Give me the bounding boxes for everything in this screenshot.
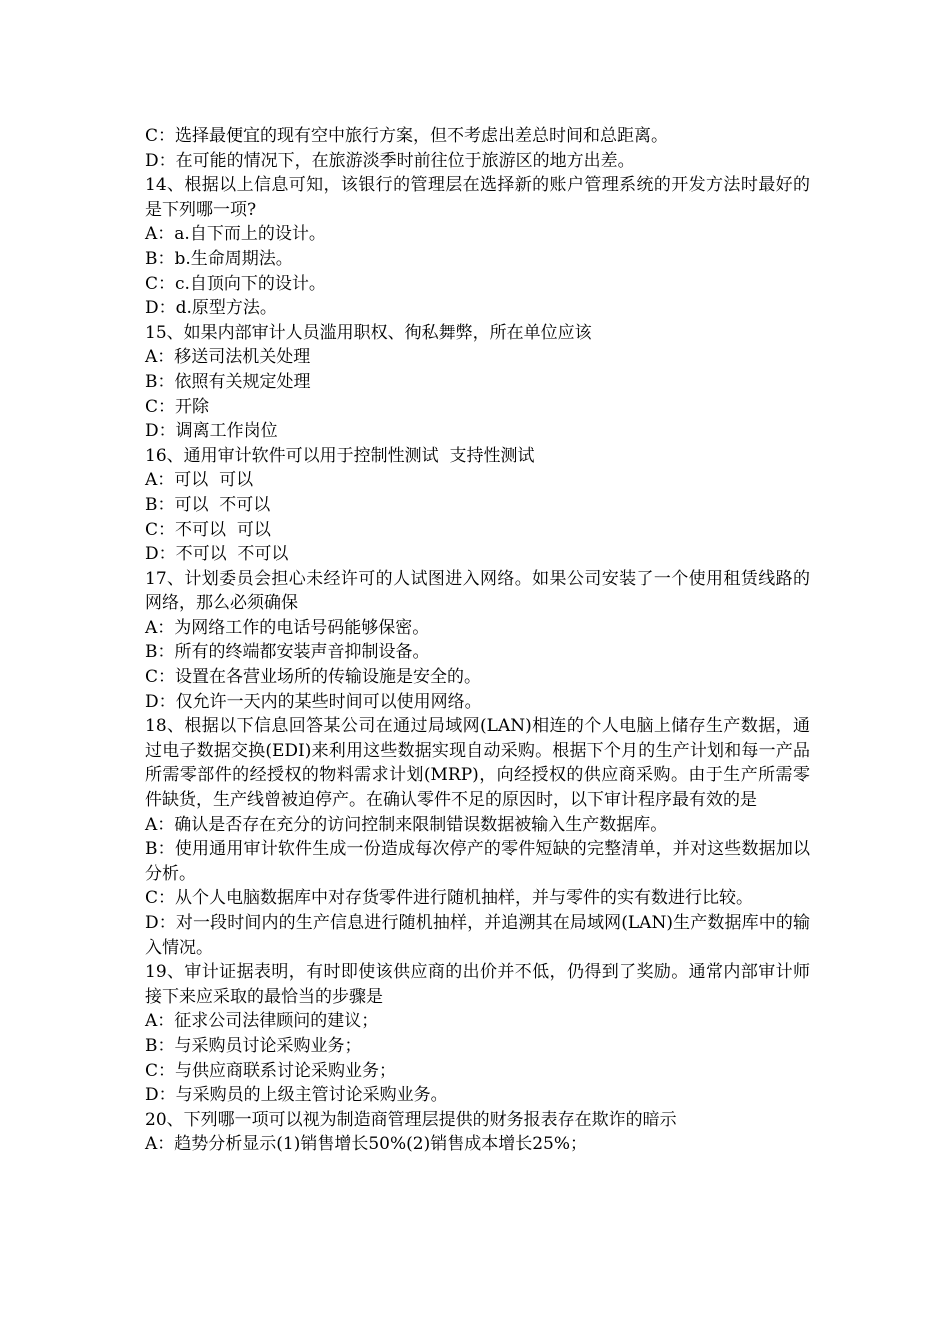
question-20: 20、下列哪一项可以视为制造商管理层提供的财务报表存在欺诈的暗示 <box>145 1109 677 1130</box>
option-c-q15: C：开除 <box>145 396 210 417</box>
option-c-q19: C：与供应商联系讨论采购业务； <box>145 1060 397 1081</box>
question-16: 16、通用审计软件可以用于控制性测试 支持性测试 <box>145 445 535 466</box>
document-page <box>145 124 810 1157</box>
option-a-q17: A：为网络工作的电话号码能够保密。 <box>145 617 430 638</box>
question-15: 15、如果内部审计人员滥用职权、徇私舞弊，所在单位应该 <box>145 322 592 343</box>
option-a-q20: A：趋势分析显示(1)销售增长50%(2)销售成本增长25%； <box>145 1134 588 1155</box>
option-c-q14: C：c.自顶向下的设计。 <box>145 273 326 294</box>
question-14: 14、根据以上信息可知，该银行的管理层在选择新的账户管理系统的开发方法时最好的是下列哪一项? <box>145 175 810 220</box>
option-a-q15: A：移送司法机关处理 <box>145 347 311 368</box>
option-b-q17: B：所有的终端都安装声音抑制设备。 <box>145 642 430 663</box>
option-b-q16: B：可以 不可以 <box>145 494 271 515</box>
option-d-q13: D：在可能的情况下，在旅游淡季时前往位于旅游区的地方出差。 <box>145 150 635 171</box>
option-b-q19: B：与采购员讨论采购业务； <box>145 1035 362 1056</box>
option-a-q18: A：确认是否存在充分的访问控制来限制错误数据被输入生产数据库。 <box>145 814 668 835</box>
option-a-q16: A：可以 可以 <box>145 470 254 491</box>
option-c-q16: C：不可以 可以 <box>145 519 271 540</box>
question-18: 18、根据以下信息回答某公司在通过局域网(LAN)相连的个人电脑上储存生产数据，通过电子数据交换(EDI)来利用这些数据实现自动采购。根据下个月的生产计划和每一产品所需零部件的经授权的物料需求计划(MRP)，向经授权的供应商采购。由于生产所需零件缺货，生产线曾被迫停产。在确认零件不足的原因时，以下审计程序最有效的是 <box>145 716 810 811</box>
option-a-q19: A：征求公司法律顾问的建议； <box>145 1011 379 1032</box>
question-17: 17、计划委员会担心未经许可的人试图进入网络。如果公司安装了一个使用租赁线路的网络，那么必须确保 <box>145 568 810 614</box>
option-c-q13: C：选择最便宜的现有空中旅行方案，但不考虑出差总时间和总距离。 <box>145 126 669 146</box>
option-b-q15: B：依照有关规定处理 <box>145 371 311 392</box>
option-d-q15: D：调离工作岗位 <box>145 421 278 442</box>
option-b-q18: B：使用通用审计软件生成一份造成每次停产的零件短缺的完整清单，并对这些数据加以分析。 <box>145 839 810 884</box>
option-d-q14: D：d.原型方法。 <box>145 298 277 319</box>
option-d-q17: D：仅允许一天内的某些时间可以使用网络。 <box>145 691 482 712</box>
option-c-q17: C：设置在各营业场所的传输设施是安全的。 <box>145 667 482 688</box>
option-a-q14: A：a.自下而上的设计。 <box>145 224 326 245</box>
option-d-q18: D：对一段时间内的生产信息进行随机抽样，并追溯其在局域网(LAN)生产数据库中的输入情况。 <box>145 913 810 958</box>
option-d-q19: D：与采购员的上级主管讨论采购业务。 <box>145 1085 448 1106</box>
option-d-q16: D：不可以 不可以 <box>145 544 289 565</box>
option-b-q14: B：b.生命周期法。 <box>145 248 293 269</box>
option-c-q18: C：从个人电脑数据库中对存货零件进行随机抽样，并与零件的实有数进行比较。 <box>145 888 754 909</box>
question-19: 19、审计证据表明，有时即使该供应商的出价并不低，仍得到了奖励。通常内部审计师接下来应采取的最恰当的步骤是 <box>145 962 810 1007</box>
